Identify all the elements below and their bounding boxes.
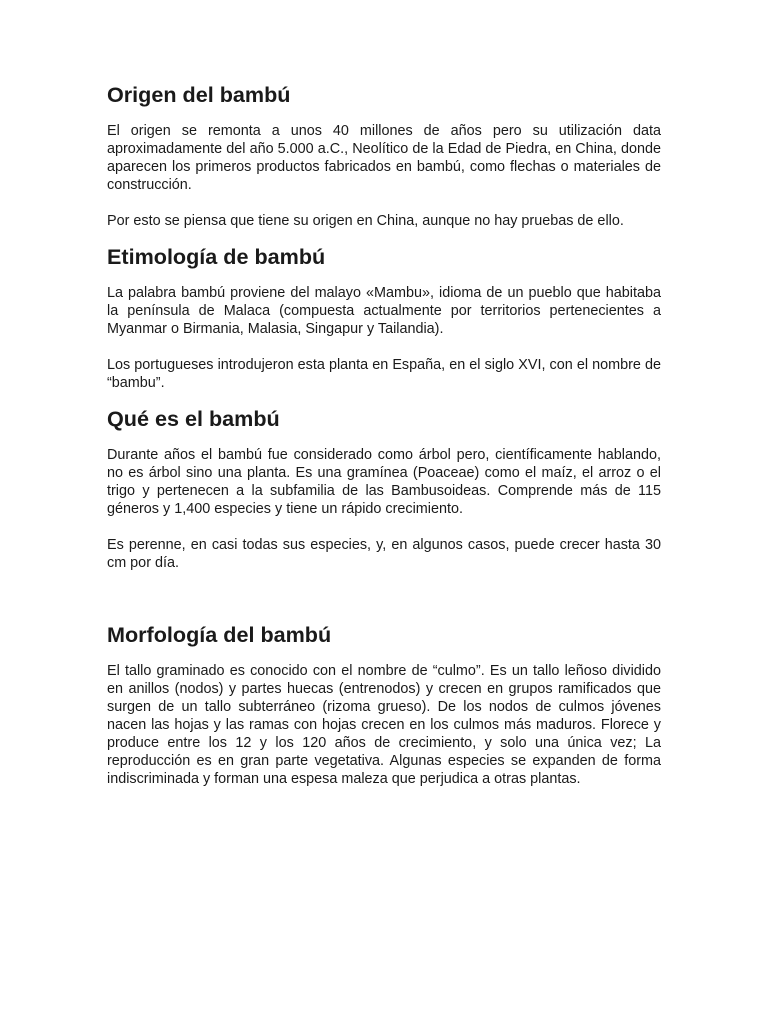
paragraph-morfologia-1: El tallo graminado es conocido con el nombre de “culmo”. Es un tallo leñoso dividido en anillos (nodos) y partes huecas (entrenodos) y crecen en grupos ramificados que surgen de un tallo subterráneo (rizoma grueso). De los nodos de culmos jóvenes nacen las hojas y las ramas con hojas crecen en los culmos más maduros. Florece y produce entre los 12 y los 120 años de crecimiento, y solo una única vez; La reproducción es en gran parte vegetativa. Algunas especies se expanden de forma indiscriminada y forman una espesa maleza que perjudica a otras plantas. [107,663,661,787]
paragraph-etimologia-2: Los portugueses introdujeron esta planta en España, en el siglo XVI, con el nombre de “bambu”. [107,357,661,391]
paragraph-etimologia-1: La palabra bambú proviene del malayo «Mambu», idioma de un pueblo que habitaba la península de Malaca (compuesta actualmente por territorios pertenecientes a Myanmar o Birmania, Malasia, Singapur y Tailandia). [107,285,661,337]
heading-morfologia: Morfología del bambú [107,622,332,647]
heading-origen: Origen del bambú [107,82,291,107]
paragraph-origen-2: Por esto se piensa que tiene su origen en China, aunque no hay pruebas de ello. [107,213,624,229]
heading-que-es: Qué es el bambú [107,406,280,431]
paragraph-que-es-2: Es perenne, en casi todas sus especies, y, en algunos casos, puede crecer hasta 30 cm por día. [107,537,661,571]
document-page [107,82,661,788]
paragraph-origen-1: El origen se remonta a unos 40 millones de años pero su utilización data aproximadamente del año 5.000 a.C., Neolítico de la Edad de Piedra, en China, donde aparecen los primeros productos fabricados en bambú, como flechas o materiales de construcción. [107,123,661,193]
paragraph-que-es-1: Durante años el bambú fue considerado como árbol pero, científicamente hablando, no es árbol sino una planta. Es una gramínea (Poaceae) como el maíz, el arroz o el trigo y pertenecen a la subfamilia de las Bambusoideas. Comprende más de 115 géneros y 1,400 especies y tiene un rápido crecimiento. [107,447,661,517]
heading-etimologia: Etimología de bambú [107,244,326,269]
